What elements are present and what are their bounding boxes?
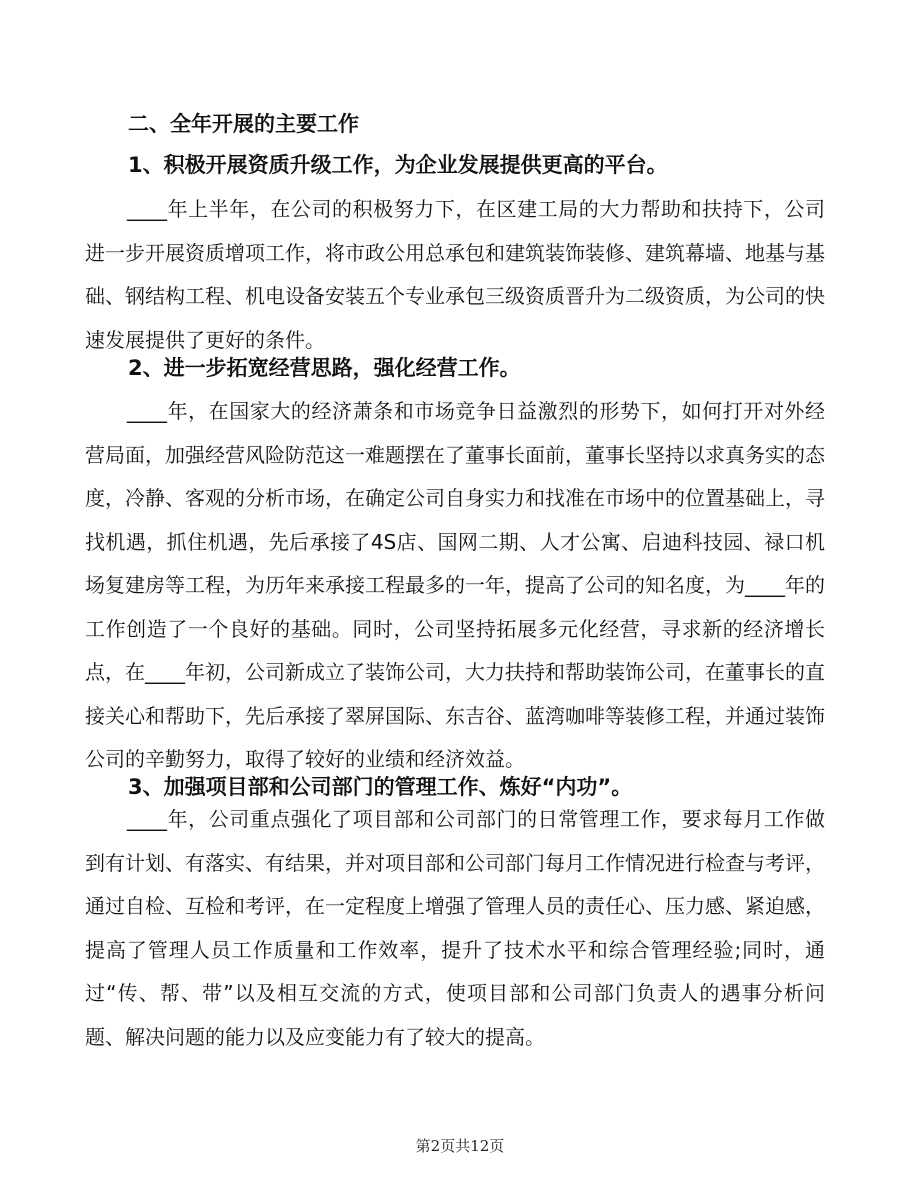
item-3-paragraph: ____年，公司重点强化了项目部和公司部门的日常管理工作，要求每月工作做到有计划、有落实、有结果，并对项目部和公司部门每月工作情况进行检查与考评，通过自检、互检和考评，在一定程度上增强了管理人员的责任心、压力感、紧迫感，提高了管理人员工作质量和工作效率，提升了技术水平和综合管理经验;同时，通过“传、帮、带”以及相互交流的方式，使项目部和公司部门负责人的遇事分析问题、解决问题的能力以及应变能力有了较大的提高。 (85, 807, 825, 1049)
item-2-heading: 2、进一步拓宽经营思路，强化经营工作。 (128, 356, 521, 380)
item-2-paragraph: ____年，在国家大的经济萧条和市场竞争日益激烈的形势下，如何打开对外经营局面，加强经营风险防范这一难题摆在了董事长面前，董事长坚持以求真务实的态度，冷静、客观的分析市场，在确定公司自身实力和找准在市场中的位置基础上，寻找机遇，抓住机遇，先后承接了4S店、国网二期、人才公寓、启迪科技园、禄口机场复建房等工程，为历年来承接工程最多的一年，提高了公司的知名度，为____年的工作创造了一个良好的基础。同时，公司坚持拓展多元化经营，寻求新的经济增长点，在____年初，公司新成立了装饰公司，大力扶持和帮助装饰公司，在董事长的直接关心和帮助下，先后承接了翠屏国际、东吉谷、蓝湾咖啡等装修工程，并通过装饰公司的辛勤努力，取得了较好的业绩和经济效益。 (85, 399, 825, 771)
section-title: 二、全年开展的主要工作 (128, 112, 359, 136)
item-1-heading: 1、积极开展资质升级工作，为企业发展提供更高的平台。 (128, 153, 668, 177)
item-3-heading: 3、加强项目部和公司部门的管理工作、炼好“内功”。 (128, 775, 633, 799)
page-number: 第2页共12页 (415, 1137, 505, 1155)
item-1-paragraph: ____年上半年，在公司的积极努力下，在区建工局的大力帮助和扶持下，公司进一步开展资质增项工作，将市政公用总承包和建筑装饰装修、建筑幕墙、地基与基础、钢结构工程、机电设备安装五个专业承包三级资质晋升为二级资质，为公司的快速发展提供了更好的条件。 (85, 197, 825, 352)
